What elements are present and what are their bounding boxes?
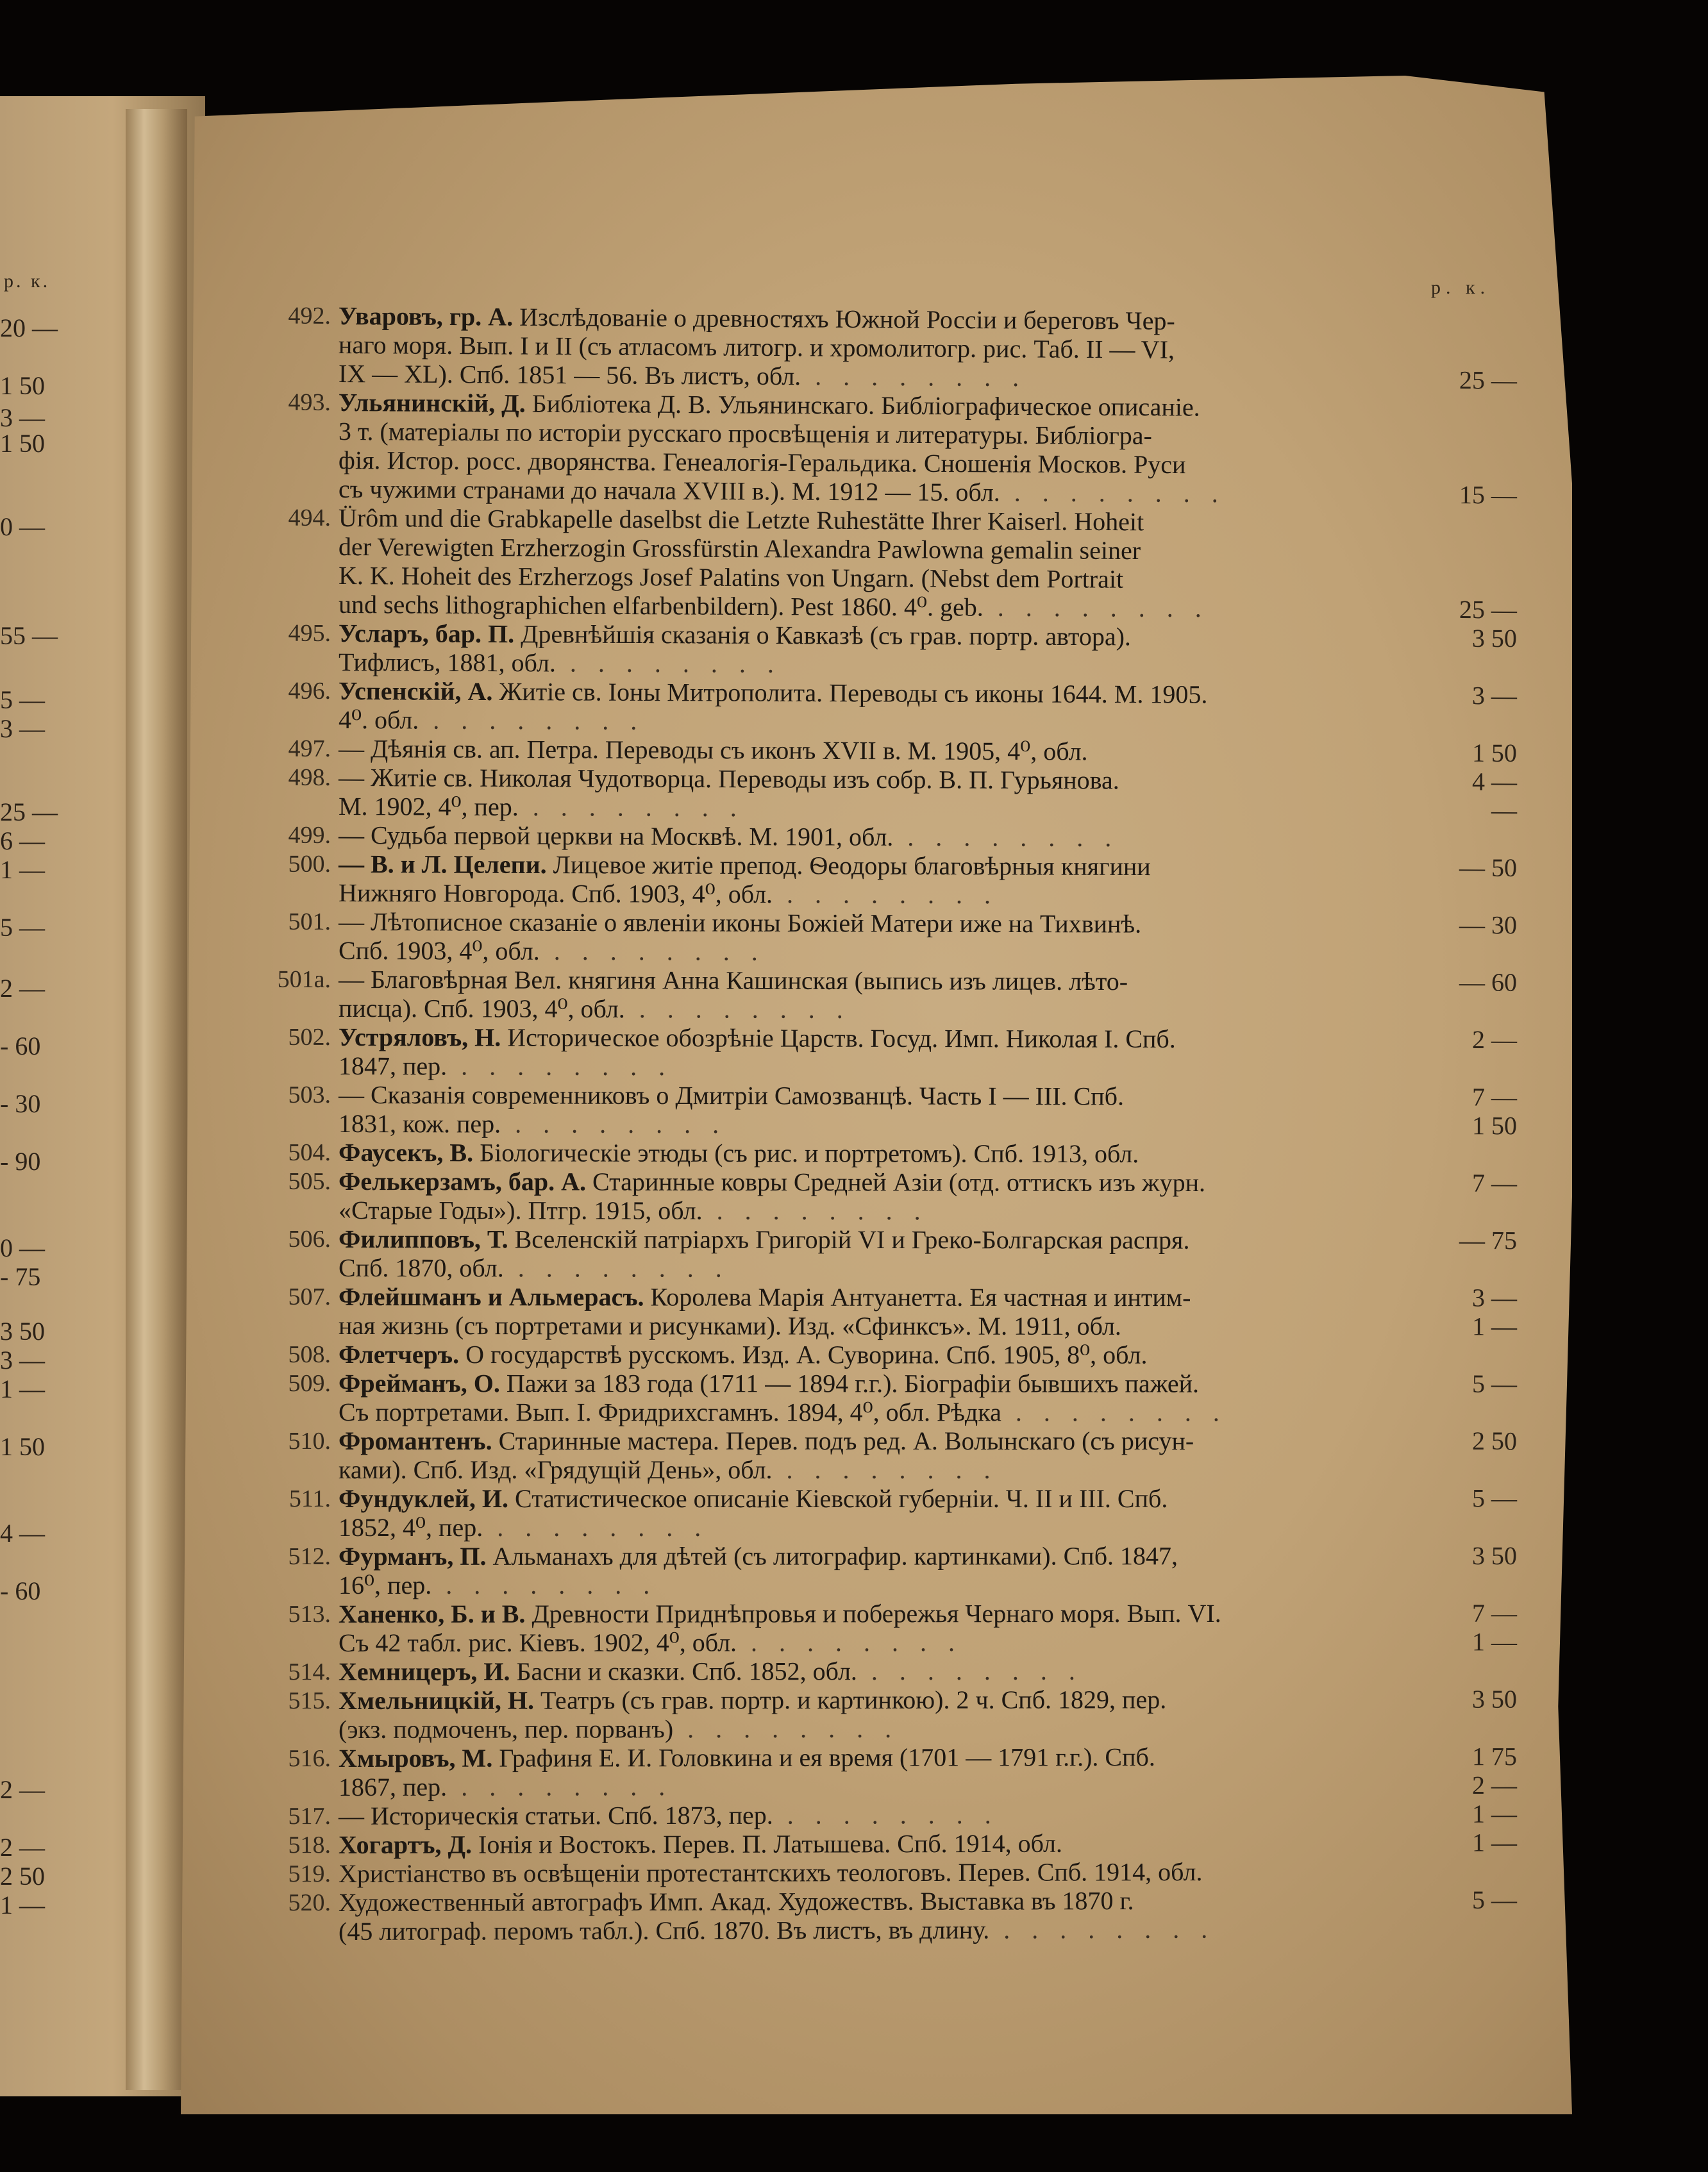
left-page-price: 1 50 xyxy=(0,429,45,458)
left-page-price: 3 50 xyxy=(0,1317,45,1346)
leader-dots: . . . . . . . . xyxy=(539,936,766,966)
entry-price: 3 — xyxy=(1471,681,1518,710)
entry-text: Съ 42 табл. рис. Кіевъ. 1902, 4⁰, обл. . . . . . . . . xyxy=(338,1628,963,1657)
entry-text: (45 литограф. перомъ табл.). Спб. 1870. Въ листъ, въ длину. . . . . . . . . xyxy=(338,1914,1216,1946)
catalog-entry-line xyxy=(0,849,1708,883)
entry-text: Художественный автографъ Имп. Акад. Художествъ. Выставка въ 1870 г. xyxy=(338,1886,1134,1917)
catalog-entry-continuation xyxy=(0,1513,1708,1542)
entry-text: «Старые Годы»). Птгр. 1915, обл. . . . . . . . . xyxy=(338,1196,928,1226)
entry-text: М. 1902, 4⁰, пер. . . . . . . . . xyxy=(338,792,744,823)
entry-text: 1852, 4⁰, пер. . . . . . . . . xyxy=(338,1512,709,1542)
catalog-entry-continuation xyxy=(0,1456,1708,1484)
entry-text: Усларъ, бар. П. Древнѣйшія сказанія о Кавказѣ (съ грав. портр. автора). xyxy=(338,619,1132,651)
entry-text: Ульянинскій, Д. Библіотека Д. В. Ульянинскаго. Библіографическое описаніе. xyxy=(338,388,1200,422)
entry-text: Фромантенъ. Старинные мастера. Перев. подъ ред. А. Волынскаго (съ рисун- xyxy=(338,1426,1194,1456)
entry-author: Фаусекъ, В. xyxy=(338,1138,474,1167)
entry-text: 16⁰, пер. . . . . . . . . xyxy=(338,1570,658,1600)
leader-dots: . . . . . . . . xyxy=(673,1714,900,1744)
left-page-price: 0 — xyxy=(0,1233,45,1262)
entry-text: Фаусекъ, В. Біологическіе этюды (съ рис. и портретомъ). Спб. 1913, обл. xyxy=(338,1138,1139,1169)
entry-text: 1831, кож. пер. . . . . . . . . xyxy=(338,1109,727,1139)
catalog-entry-continuation xyxy=(0,1109,1708,1140)
left-page-price: 2 — xyxy=(0,1775,45,1804)
entry-author: Уваровъ, гр. А. xyxy=(338,301,514,331)
entry-text: — В. и Л. Целепи. Лицевое житіе препод. Ѳеодоры благовѣрныя княгини xyxy=(338,849,1151,881)
catalog-entry-line xyxy=(0,1657,1708,1687)
catalog-entry-line xyxy=(0,1800,1708,1831)
entry-text: Хемницеръ, И. Басни и сказки. Спб. 1852, обл. . . . . . . . . xyxy=(338,1656,1083,1686)
entry-price: — 50 xyxy=(1459,853,1518,882)
leader-dots: . . . . . . . . xyxy=(483,1512,709,1542)
entry-author: Фрейманъ, О. xyxy=(338,1369,500,1398)
entry-number: 515. xyxy=(288,1687,331,1715)
entry-text: — Сказанія современниковъ о Дмитріи Самозванцѣ. Часть I — III. Спб. xyxy=(338,1080,1125,1111)
leader-dots: . . . . . . . . xyxy=(702,1196,928,1226)
left-page-price: 5 — xyxy=(0,685,45,714)
entry-number: 520. xyxy=(288,1889,331,1917)
entry-number: 493. xyxy=(288,388,331,416)
catalog-entry-line xyxy=(0,965,1708,998)
catalog-entry-line xyxy=(0,1828,1708,1860)
entry-text: und sechs lithographichen elfarbenbildern). Pest 1860. 4⁰. geb. . . . . . . . . xyxy=(338,590,1209,623)
entry-text: Нижняго Новгорода. Спб. 1903, 4⁰, обл. . . . . . . . . xyxy=(338,878,999,910)
entry-price: 5 — xyxy=(1471,1885,1518,1914)
entry-number: 511. xyxy=(289,1485,331,1513)
entry-text: Фурманъ, П. Альманахъ для дѣтей (съ литографир. картинками). Спб. 1847, xyxy=(338,1541,1178,1571)
entry-text: Филипповъ, Т. Вселенскій патріархъ Григорій VI и Греко-Болгарская распря. xyxy=(338,1224,1190,1255)
leader-dots: . . . . . . . . xyxy=(772,1455,998,1484)
entry-author: Фурманъ, П. xyxy=(338,1541,487,1571)
leader-dots: . . . . . . . . xyxy=(737,1628,963,1657)
catalog-entry-line xyxy=(0,1224,1708,1255)
entry-text: Успенскій, А. Житіе св. Іоны Митрополита. Переводы съ иконы 1644. М. 1905. xyxy=(338,676,1208,709)
entry-number: 501а. xyxy=(277,965,331,993)
entry-author: Фундуклей, И. xyxy=(338,1483,509,1513)
entry-author: Флейшманъ и Альмерасъ. xyxy=(338,1282,644,1312)
catalog-entry-line xyxy=(0,1599,1708,1628)
entry-price: 15 — xyxy=(1459,480,1518,510)
entry-number: 503. xyxy=(288,1081,331,1108)
entry-author: Фелькерзамъ, бар. А. xyxy=(338,1167,587,1196)
entry-price: 5 — xyxy=(1471,1369,1518,1398)
catalog-entry-line xyxy=(0,820,1708,854)
entry-text: Христіанство въ освѣщеніи протестантскихъ теологовъ. Перев. Спб. 1914, обл. xyxy=(338,1857,1203,1888)
catalog-entry-continuation xyxy=(0,1312,1708,1341)
entry-text: Съ портретами. Вып. I. Фридрихсгамнъ. 1894, 4⁰, обл. Рѣдка . . . . . . . . xyxy=(338,1398,1227,1427)
entry-price: — 60 xyxy=(1459,967,1518,997)
left-page-price: - 30 xyxy=(0,1089,41,1118)
catalog-entry-line xyxy=(0,1685,1708,1715)
left-page-price: 1 50 xyxy=(0,1432,45,1461)
leader-dots: . . . . . . . . xyxy=(1001,1398,1227,1427)
catalog-entry-line xyxy=(0,1542,1708,1571)
entry-text: Тифлисъ, 1881, обл. . . . . . . . . xyxy=(338,647,782,678)
entry-author: Успенскій, А. xyxy=(338,676,493,706)
left-page-header: р. к. xyxy=(4,271,51,292)
entry-price: 3 — xyxy=(1471,1283,1518,1312)
entry-number: 495. xyxy=(288,619,331,647)
entry-text: — Житіе св. Николая Чудотворца. Переводы изъ собр. В. П. Гурьянова. xyxy=(338,763,1119,795)
entry-text: 1847, пер. . . . . . . . . xyxy=(338,1051,673,1082)
entry-price: 1 50 xyxy=(1471,1111,1518,1140)
entry-number: 497. xyxy=(288,735,331,762)
entry-text: 4⁰. обл. . . . . . . . . xyxy=(338,705,645,735)
left-page-price: - 60 xyxy=(0,1032,41,1060)
left-page-price: - 90 xyxy=(0,1147,41,1176)
entry-text: der Verewigten Erzherzogin Grossfürstin Alexandra Pawlowna gemalin seiner xyxy=(338,532,1141,565)
catalog-entry-line xyxy=(0,906,1708,940)
entry-text: Фелькерзамъ, бар. А. Старинные ковры Средней Азіи (отд. оттискъ изъ журн. xyxy=(338,1167,1206,1198)
left-page-price: 1 — xyxy=(0,855,45,884)
catalog-entry-line xyxy=(0,1283,1708,1312)
left-page-price: 25 — xyxy=(0,798,58,826)
entry-author: Хемницеръ, И. xyxy=(338,1657,510,1686)
leader-dots: . . . . . . . . xyxy=(801,362,1027,392)
leader-dots: . . . . . . . . xyxy=(555,648,782,678)
entry-text: — Историческія статьи. Спб. 1873, пер. . . . . . . . . xyxy=(338,1800,999,1830)
catalog-entry-continuation xyxy=(0,1253,1708,1283)
entry-text: — Лѣтописное сказаніе о явленіи иконы Божіей Матери иже на Тихвинѣ. xyxy=(338,907,1142,939)
leader-dots: . . . . . . . . xyxy=(447,1051,673,1082)
entry-text: ками). Спб. Изд. «Грядущій День», обл. . . . . . . . . xyxy=(338,1455,998,1484)
entry-price: 2 — xyxy=(1471,1025,1518,1055)
entry-price: 1 — xyxy=(1471,1312,1518,1341)
catalog-entry-line xyxy=(0,1742,1708,1773)
entry-number: 506. xyxy=(288,1225,331,1253)
entry-author: Устряловъ, Н. xyxy=(338,1023,501,1052)
entry-number: 494. xyxy=(288,504,331,531)
catalog-entry-line xyxy=(0,1341,1708,1370)
entry-number: 508. xyxy=(288,1341,331,1368)
entry-number: 519. xyxy=(288,1860,331,1888)
catalog-entry-continuation xyxy=(0,1771,1708,1802)
leader-dots: . . . . . . . . xyxy=(503,1253,730,1283)
entry-author: Фромантенъ. xyxy=(338,1426,492,1456)
entry-text: (экз. подмоченъ, пер. порванъ) . . . . . . . . xyxy=(338,1714,900,1744)
entry-price: 2 50 xyxy=(1471,1426,1518,1456)
entry-text: Хогартъ, Д. Іонія и Востокъ. Перев. П. Латышева. Спб. 1914, обл. xyxy=(338,1828,1063,1859)
entry-price: 7 — xyxy=(1471,1082,1518,1112)
entry-text: — Благовѣрная Вел. княгиня Анна Кашинская (выпись изъ лицев. лѣто- xyxy=(338,965,1128,996)
left-page-price: 4 — xyxy=(0,1519,45,1548)
entry-text: — Судьба первой церкви на Москвѣ. М. 1901, обл. . . . . . . . . xyxy=(338,821,1119,853)
left-page-price: 2 50 xyxy=(0,1862,45,1891)
entry-text: Хмельницкій, Н. Театръ (съ грав. портр. и картинкою). 2 ч. Спб. 1829, пер. xyxy=(338,1685,1167,1715)
entry-text: Ürôm und die Grabkapelle daselbst die Letzte Ruhestätte Ihrer Kaiserl. Hoheit xyxy=(338,503,1144,537)
entry-text: Фундуклей, И. Статистическое описаніе Кіевской губерніи. Ч. II и III. Спб. xyxy=(338,1483,1168,1513)
entry-text: 1867, пер. . . . . . . . . xyxy=(338,1772,673,1801)
left-page-price: 20 — xyxy=(0,313,58,342)
left-page-price: 3 — xyxy=(0,1346,45,1374)
entry-author: Ханенко, Б. и В. xyxy=(338,1599,526,1628)
leader-dots: . . . . . . . . xyxy=(518,792,744,823)
entry-text: Спб. 1870, обл. . . . . . . . . xyxy=(338,1253,730,1283)
entry-text: — Дѣянія св. ап. Петра. Переводы съ иконъ XVII в. М. 1905, 4⁰, обл. xyxy=(338,734,1088,766)
entry-number: 499. xyxy=(288,821,331,849)
entry-price: 1 — xyxy=(1471,1627,1518,1657)
catalog-entry-line xyxy=(0,1485,1708,1513)
entry-number: 504. xyxy=(288,1139,331,1166)
entry-number: 507. xyxy=(288,1283,331,1310)
entry-price: 1 75 xyxy=(1471,1742,1518,1771)
catalog-entry-continuation xyxy=(0,1914,1708,1947)
left-page-price: 2 — xyxy=(0,1833,45,1862)
catalog-entry-line xyxy=(0,1369,1708,1398)
left-page-price: 1 — xyxy=(0,1374,45,1403)
entry-number: 498. xyxy=(288,764,331,791)
leader-dots: . . . . . . . . xyxy=(773,1800,999,1830)
entry-price: 5 — xyxy=(1471,1483,1518,1513)
catalog-entry-continuation xyxy=(0,994,1708,1026)
entry-number: 516. xyxy=(288,1745,331,1773)
entry-text: Ханенко, Б. и В. Древности Приднѣпровья и побережья Чернаго моря. Вып. VI. xyxy=(338,1598,1221,1628)
entry-price: 1 50 xyxy=(1471,738,1518,768)
entry-text: Хмыровъ, М. Графиня Е. И. Головкина и ея время (1701 — 1791 г.г.). Спб. xyxy=(338,1742,1155,1773)
entry-author: Хмельницкій, Н. xyxy=(338,1685,534,1715)
leader-dots: . . . . . . . . xyxy=(1000,478,1226,508)
entry-text: IX — XL). Спб. 1851 — 56. Въ листъ, обл. . . . . . . . . xyxy=(338,359,1027,392)
entry-price: 25 — xyxy=(1459,595,1518,624)
leader-dots: . . . . . . . . xyxy=(983,592,1209,623)
entry-author: Хогартъ, Д. xyxy=(338,1830,473,1859)
entry-number: 501. xyxy=(288,908,331,935)
entry-price: 3 50 xyxy=(1471,623,1518,653)
entry-number: 514. xyxy=(288,1658,331,1686)
entry-number: 505. xyxy=(288,1167,331,1195)
entry-text: ная жизнь (съ портретами и рисунками). Изд. «Сфинксъ». М. 1911, обл. xyxy=(338,1311,1121,1341)
entry-price: — xyxy=(1491,796,1518,825)
left-page-price: - 60 xyxy=(0,1576,41,1605)
left-page-price: 3 — xyxy=(0,403,45,432)
catalog-entry-line xyxy=(0,1427,1708,1455)
catalog-entry-line xyxy=(0,1857,1708,1889)
entry-text: Флейшманъ и Альмерасъ. Королева Марія Антуанетта. Ея частная и интим- xyxy=(338,1282,1191,1312)
leader-dots: . . . . . . . . xyxy=(893,822,1119,853)
catalog-entry-line xyxy=(0,1023,1708,1055)
entry-text: Устряловъ, Н. Историческое обозрѣніе Царств. Госуд. Имп. Николая I. Спб. xyxy=(338,1023,1176,1053)
entry-number: 492. xyxy=(288,302,331,330)
entry-price: 7 — xyxy=(1471,1168,1518,1198)
leader-dots: . . . . . . . . xyxy=(419,705,645,735)
entry-text: K. K. Hoheit des Erzherzogs Josef Palatins von Ungarn. (Nebst dem Portrait xyxy=(338,561,1124,594)
entry-text: Фрейманъ, О. Пажи за 183 года (1711 — 1894 г.г.). Біографіи бывшихъ пажей. xyxy=(338,1369,1200,1398)
leader-dots: . . . . . . . . xyxy=(773,880,999,910)
entry-text: наго моря. Вып. I и II (съ атласомъ литогр. и хромолитогр. рис. Таб. II — VI, xyxy=(338,330,1175,364)
entry-text: писца). Спб. 1903, 4⁰, обл. . . . . . . . . xyxy=(338,994,851,1024)
entry-author: Филипповъ, Т. xyxy=(338,1224,508,1254)
left-page-price: 3 — xyxy=(0,714,45,743)
leader-dots: . . . . . . . . xyxy=(857,1656,1083,1686)
catalog-entry-continuation xyxy=(0,1196,1708,1226)
catalog-entry-continuation xyxy=(0,1714,1708,1744)
entry-author: Флетчеръ. xyxy=(338,1340,460,1369)
entry-number: 517. xyxy=(288,1803,331,1830)
catalog-entry-line xyxy=(0,1167,1708,1198)
left-page-price: 0 — xyxy=(0,512,45,541)
catalog-entry-continuation xyxy=(0,1051,1708,1083)
entry-number: 510. xyxy=(288,1427,331,1455)
entry-price: 3 50 xyxy=(1471,1541,1518,1571)
entry-text: Спб. 1903, 4⁰, обл. . . . . . . . . xyxy=(338,936,766,966)
left-page-price: - 75 xyxy=(0,1262,41,1291)
entry-text: съ чужими странами до начала XVIII в.). М. 1912 — 15. обл. . . . . . . . . xyxy=(338,474,1226,508)
left-page-price: 1 50 xyxy=(0,371,45,400)
left-page-price: 1 — xyxy=(0,1891,45,1919)
entry-text: фія. Истор. росс. дворянства. Генеалогія-Геральдика. Сношенія Москов. Руси xyxy=(338,446,1186,480)
entry-number: 502. xyxy=(288,1023,331,1051)
entry-price: 2 — xyxy=(1471,1770,1518,1800)
leader-dots: . . . . . . . . xyxy=(989,1914,1216,1944)
entry-text: Уваровъ, гр. А. Изслѣдованіе о древностяхъ Южной Россіи и береговъ Чер- xyxy=(338,301,1175,335)
catalog-entry-continuation xyxy=(0,1571,1708,1600)
entry-number: 518. xyxy=(288,1832,331,1859)
entry-author: Хмыровъ, М. xyxy=(338,1743,493,1773)
price-column-header: р. к. xyxy=(1431,277,1491,298)
catalog-entry-continuation xyxy=(0,791,1708,825)
catalog-entry-continuation xyxy=(0,1398,1708,1427)
entry-price: — 30 xyxy=(1459,910,1518,940)
entry-price: 3 50 xyxy=(1471,1684,1518,1714)
catalog-entry-line xyxy=(0,1885,1708,1917)
entry-author: — В. и Л. Целепи. xyxy=(338,849,547,880)
entry-number: 512. xyxy=(288,1543,331,1571)
left-page-price: 5 — xyxy=(0,913,45,942)
leader-dots: . . . . . . . . xyxy=(447,1772,673,1801)
leader-dots: . . . . . . . . xyxy=(431,1570,658,1600)
entry-author: Усларъ, бар. П. xyxy=(338,619,515,649)
catalog-entry-continuation xyxy=(0,936,1708,969)
entry-text: Флетчеръ. О государствѣ русскомъ. Изд. А. Суворина. Спб. 1905, 8⁰, обл. xyxy=(338,1340,1148,1369)
left-page-price: 2 — xyxy=(0,974,45,1003)
entry-number: 509. xyxy=(288,1369,331,1397)
entry-price: 1 — xyxy=(1471,1799,1518,1828)
catalog-entry-line xyxy=(0,1138,1708,1169)
entry-number: 500. xyxy=(288,850,331,878)
entry-number: 513. xyxy=(288,1601,331,1628)
catalog-entry-continuation xyxy=(0,878,1708,911)
entry-price: — 75 xyxy=(1459,1226,1518,1255)
leader-dots: . . . . . . . . xyxy=(624,994,851,1024)
entry-number: 496. xyxy=(288,677,331,705)
leader-dots: . . . . . . . . xyxy=(501,1109,727,1139)
entry-price: 25 — xyxy=(1459,365,1518,395)
entry-text: 3 т. (матеріалы по исторіи русскаго просвѣщенія и литературы. Библіогра- xyxy=(338,417,1153,450)
entry-price: 4 — xyxy=(1471,767,1518,796)
entry-price: 1 — xyxy=(1471,1828,1518,1857)
entry-author: Ульянинскій, Д. xyxy=(338,388,526,418)
catalog-entry-line xyxy=(0,1080,1708,1112)
entry-price: 7 — xyxy=(1471,1598,1518,1628)
left-page-price: 6 — xyxy=(0,826,45,855)
catalog-entry-continuation xyxy=(0,1628,1708,1657)
left-page-price: 55 — xyxy=(0,621,58,650)
